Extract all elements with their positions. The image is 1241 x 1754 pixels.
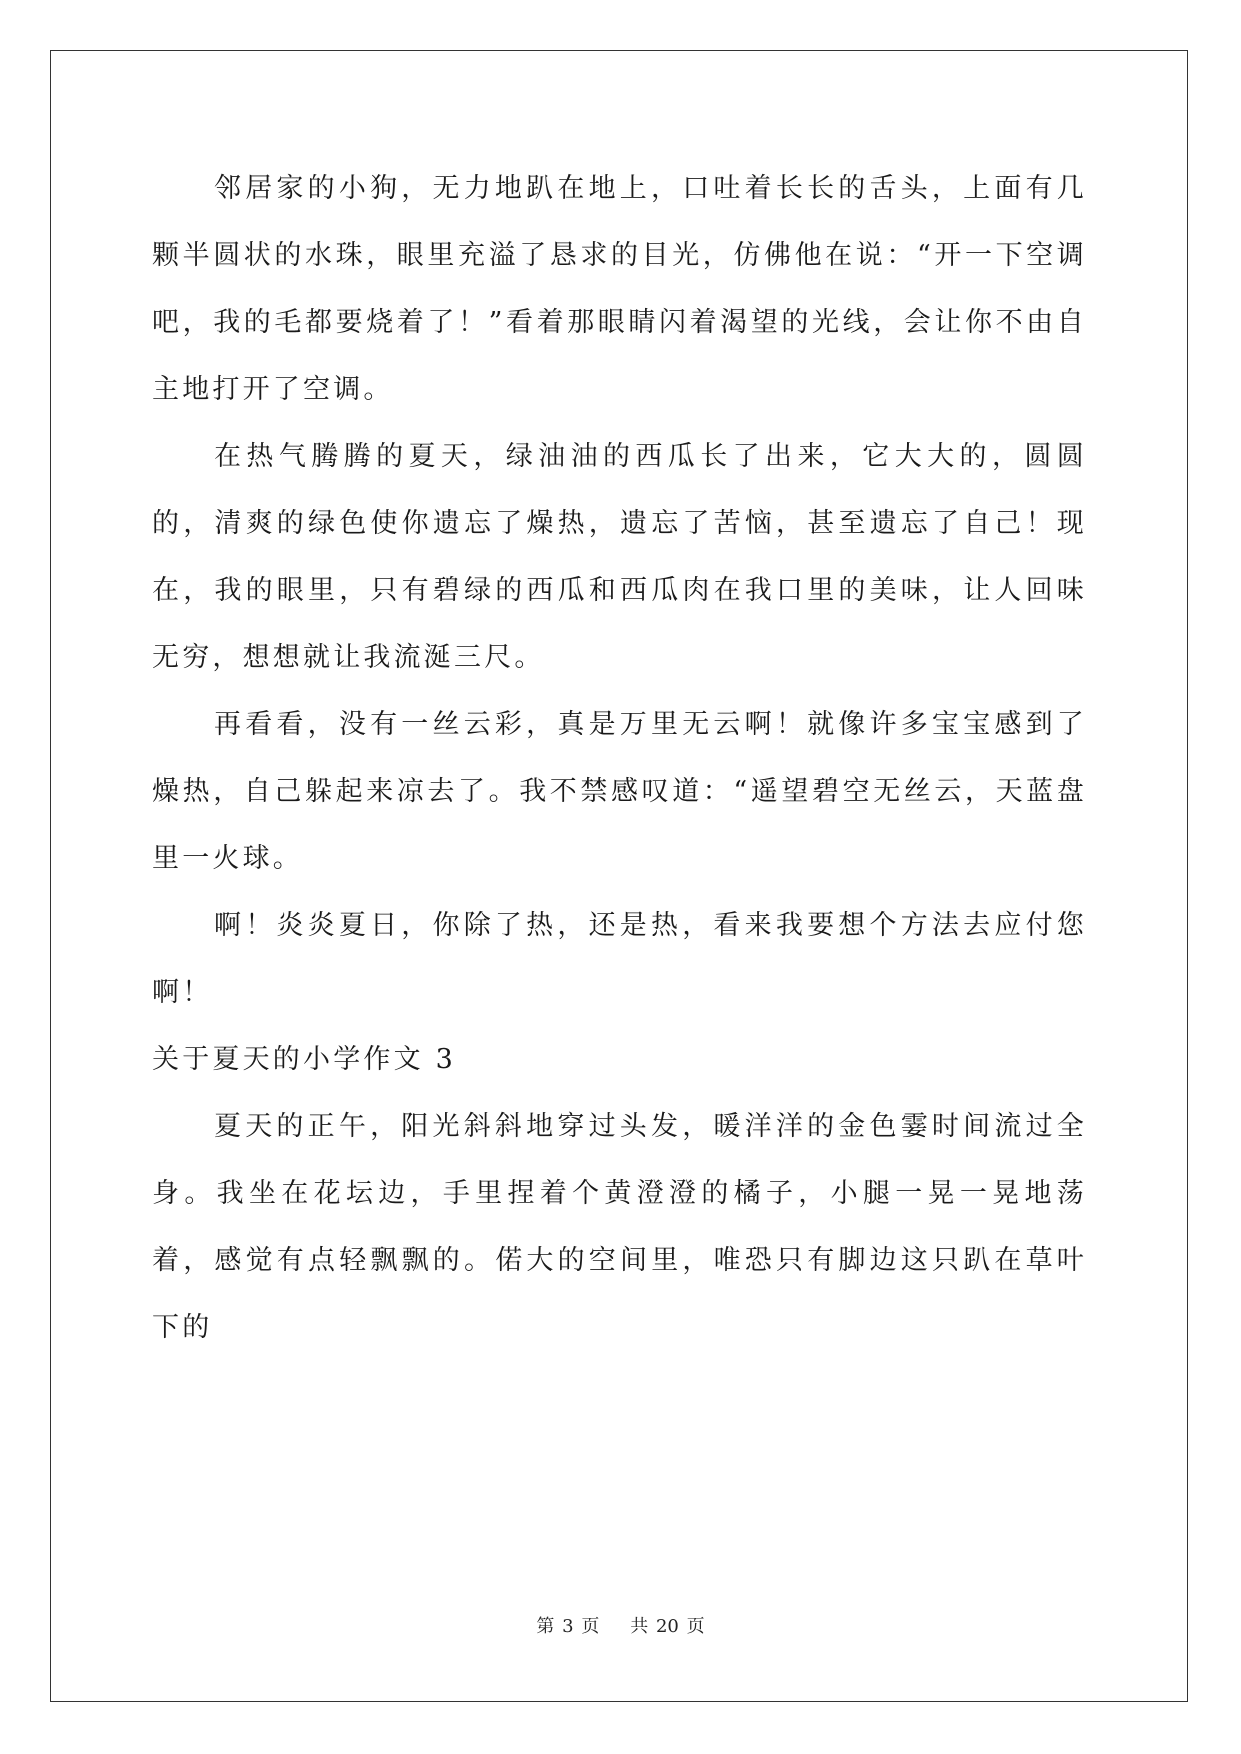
paragraph-conclusion: 啊！炎炎夏日，你除了热，还是热，看来我要想个方法去应付您啊！	[152, 910, 1087, 1008]
paragraph-noon: 夏天的正午，阳光斜斜地穿过头发，暖洋洋的金色霎时间流过全身。我坐在花坛边，手里捏着个黄澄澄的橘子，小腿一晃一晃地荡着，感觉有点轻飘飘的。偌大的空间里，唯恐只有脚边这只趴在草叶下的	[152, 1111, 1087, 1343]
section-heading: 关于夏天的小学作文 3	[152, 1044, 456, 1075]
page-number: 第 3 页	[536, 1616, 600, 1637]
paragraph-sky: 再看看，没有一丝云彩，真是万里无云啊！就像许多宝宝感到了燥热，自己躲起来凉去了。我不禁感叹道：“遥望碧空无丝云，天蓝盘里一火球。	[152, 709, 1087, 874]
total-pages: 共 20 页	[630, 1616, 705, 1637]
paragraph-watermelon: 在热气腾腾的夏天，绿油油的西瓜长了出来，它大大的，圆圆的，清爽的绿色使你遗忘了燥热，遗忘了苦恼，甚至遗忘了自己！现在，我的眼里，只有碧绿的西瓜和西瓜肉在我口里的美味，让人回味无穷，想想就让我流涎三尺。	[152, 441, 1087, 673]
document-body	[152, 155, 1087, 1361]
paragraph-dog: 邻居家的小狗，无力地趴在地上，口吐着长长的舌头，上面有几颗半圆状的水珠，眼里充溢了恳求的目光，仿佛他在说：“开一下空调吧，我的毛都要烧着了！”看着那眼睛闪着渴望的光线，会让你不由自主地打开了空调。	[152, 173, 1087, 405]
page-footer	[0, 1615, 1241, 1639]
